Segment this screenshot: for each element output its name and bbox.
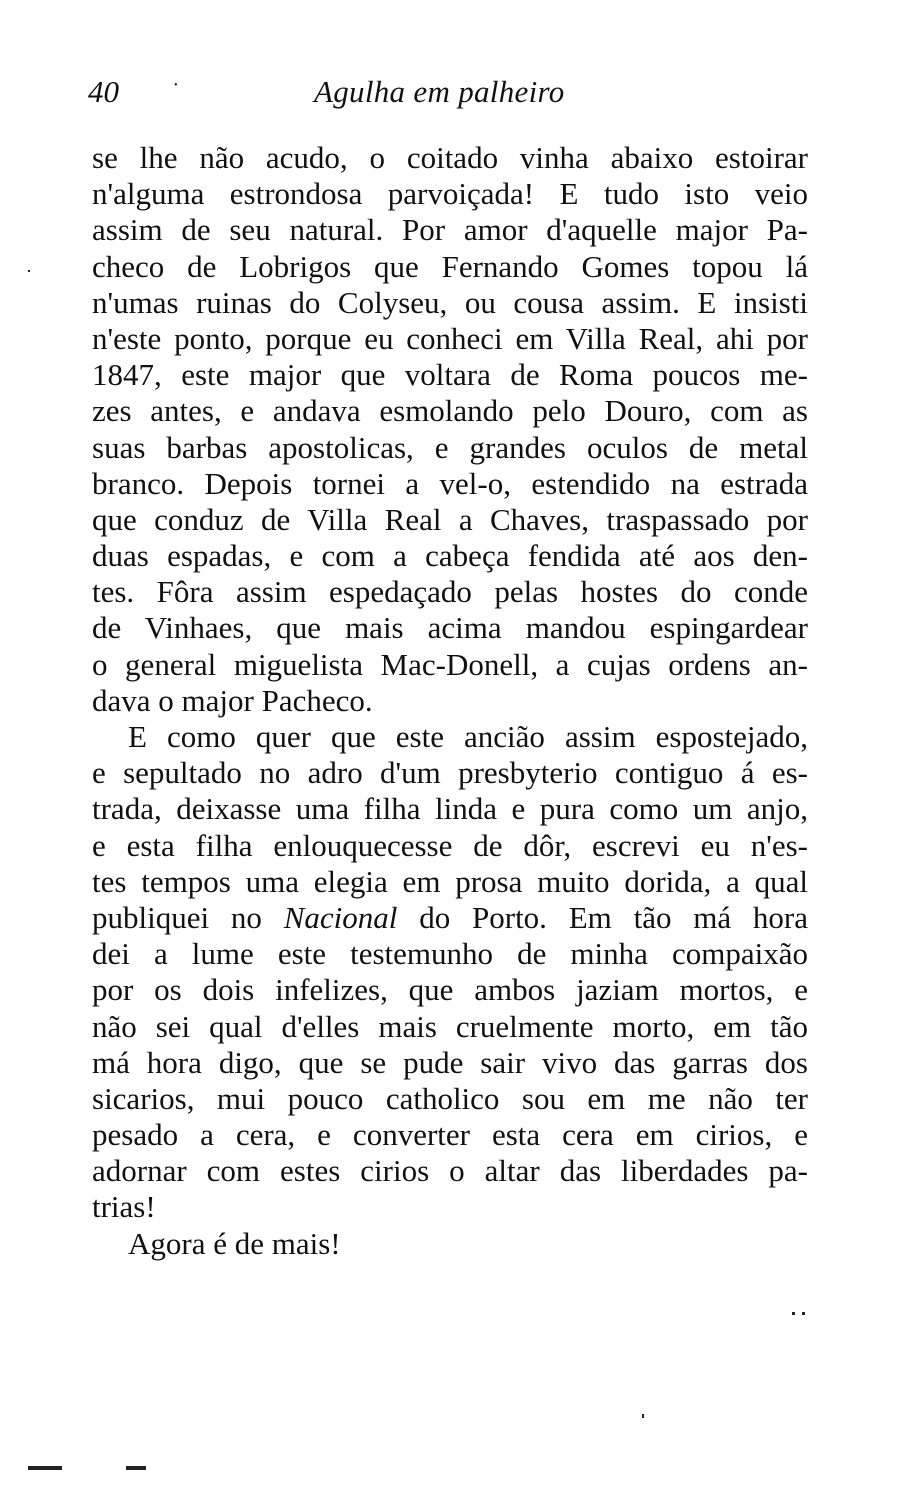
text-line-with-italic: [92, 900, 808, 936]
text-body: [92, 140, 808, 1262]
text-line: 1847, este major que voltara de Roma poucos me-: [92, 357, 808, 393]
text-line: o general miguelista Mac-Donell, a cujas ordens an-: [92, 646, 808, 682]
newspaper-title: Nacional: [283, 899, 398, 935]
text-line: n'alguma estrondosa parvoiçada! E tudo isto veio: [92, 176, 808, 212]
text-line: trias!: [92, 1189, 156, 1225]
text-segment: do Porto. Em tão má hora: [419, 899, 809, 935]
text-line: por os dois infelizes, que ambos jaziam mortos, e: [92, 972, 808, 1008]
text-line: adornar com estes cirios o altar das liberdades pa-: [92, 1153, 808, 1189]
text-line: de Vinhaes, que mais acima mandou espingardear: [92, 610, 808, 646]
text-line: que conduz de Villa Real a Chaves, traspassado por: [92, 501, 808, 537]
text-line: tes tempos uma elegia em prosa muito dorida, a qual: [92, 863, 808, 899]
scan-speck: [28, 1466, 62, 1470]
text-line: pesado a cera, e converter esta cera em cirios, e: [92, 1117, 808, 1153]
page-number: 40: [88, 74, 119, 109]
text-line: má hora digo, que se pude sair vivo das garras dos: [92, 1044, 808, 1080]
text-line: duas espadas, e com a cabeça fendida até aos den-: [92, 538, 808, 574]
text-line: Agora é de mais!: [128, 1225, 341, 1261]
scan-speck: [28, 270, 30, 272]
scan-speck: [126, 1466, 146, 1470]
running-head: [88, 74, 808, 118]
header-separator: ·: [173, 74, 178, 96]
text-line: assim de seu natural. Por amor d'aquelle major Pa-: [92, 212, 808, 248]
text-line: zes antes, e andava esmolando pelo Douro, com as: [92, 393, 808, 429]
text-line: n'umas ruinas do Colyseu, ou cousa assim. E insisti: [92, 284, 808, 320]
text-segment: publiquei no: [92, 899, 262, 935]
text-line: se lhe não acudo, o coitado vinha abaixo estoirar: [92, 140, 808, 175]
text-line: suas barbas apostolicas, e grandes oculos de metal: [92, 429, 808, 465]
text-line: sicarios, mui pouco catholico sou em me não ter: [92, 1080, 808, 1116]
scan-speck: [642, 1414, 644, 1418]
text-line: e esta filha enlouquecesse de dôr, escrevi eu n'es-: [92, 827, 808, 863]
text-line: e sepultado no adro d'um presbyterio contiguo á es-: [92, 755, 808, 791]
scan-speck: [792, 1312, 795, 1315]
running-title: Agulha em palheiro: [314, 74, 565, 109]
text-line: checo de Lobrigos que Fernando Gomes topou lá: [92, 248, 808, 284]
text-line: dava o major Pacheco.: [92, 682, 373, 718]
text-line: branco. Depois tornei a vel-o, estendido na estrada: [92, 465, 808, 501]
scan-speck: [802, 1312, 805, 1315]
text-line: E como quer que este ancião assim espostejado,: [128, 719, 808, 754]
text-line: dei a lume este testemunho de minha compaixão: [92, 936, 808, 972]
text-line: trada, deixasse uma filha linda e pura como um anjo,: [92, 791, 808, 827]
text-line: tes. Fôra assim espedaçado pelas hostes do conde: [92, 574, 808, 610]
text-line: não sei qual d'elles mais cruelmente morto, em tão: [92, 1008, 808, 1044]
text-line: n'este ponto, porque eu conheci em Villa Real, ahi por: [92, 320, 808, 356]
